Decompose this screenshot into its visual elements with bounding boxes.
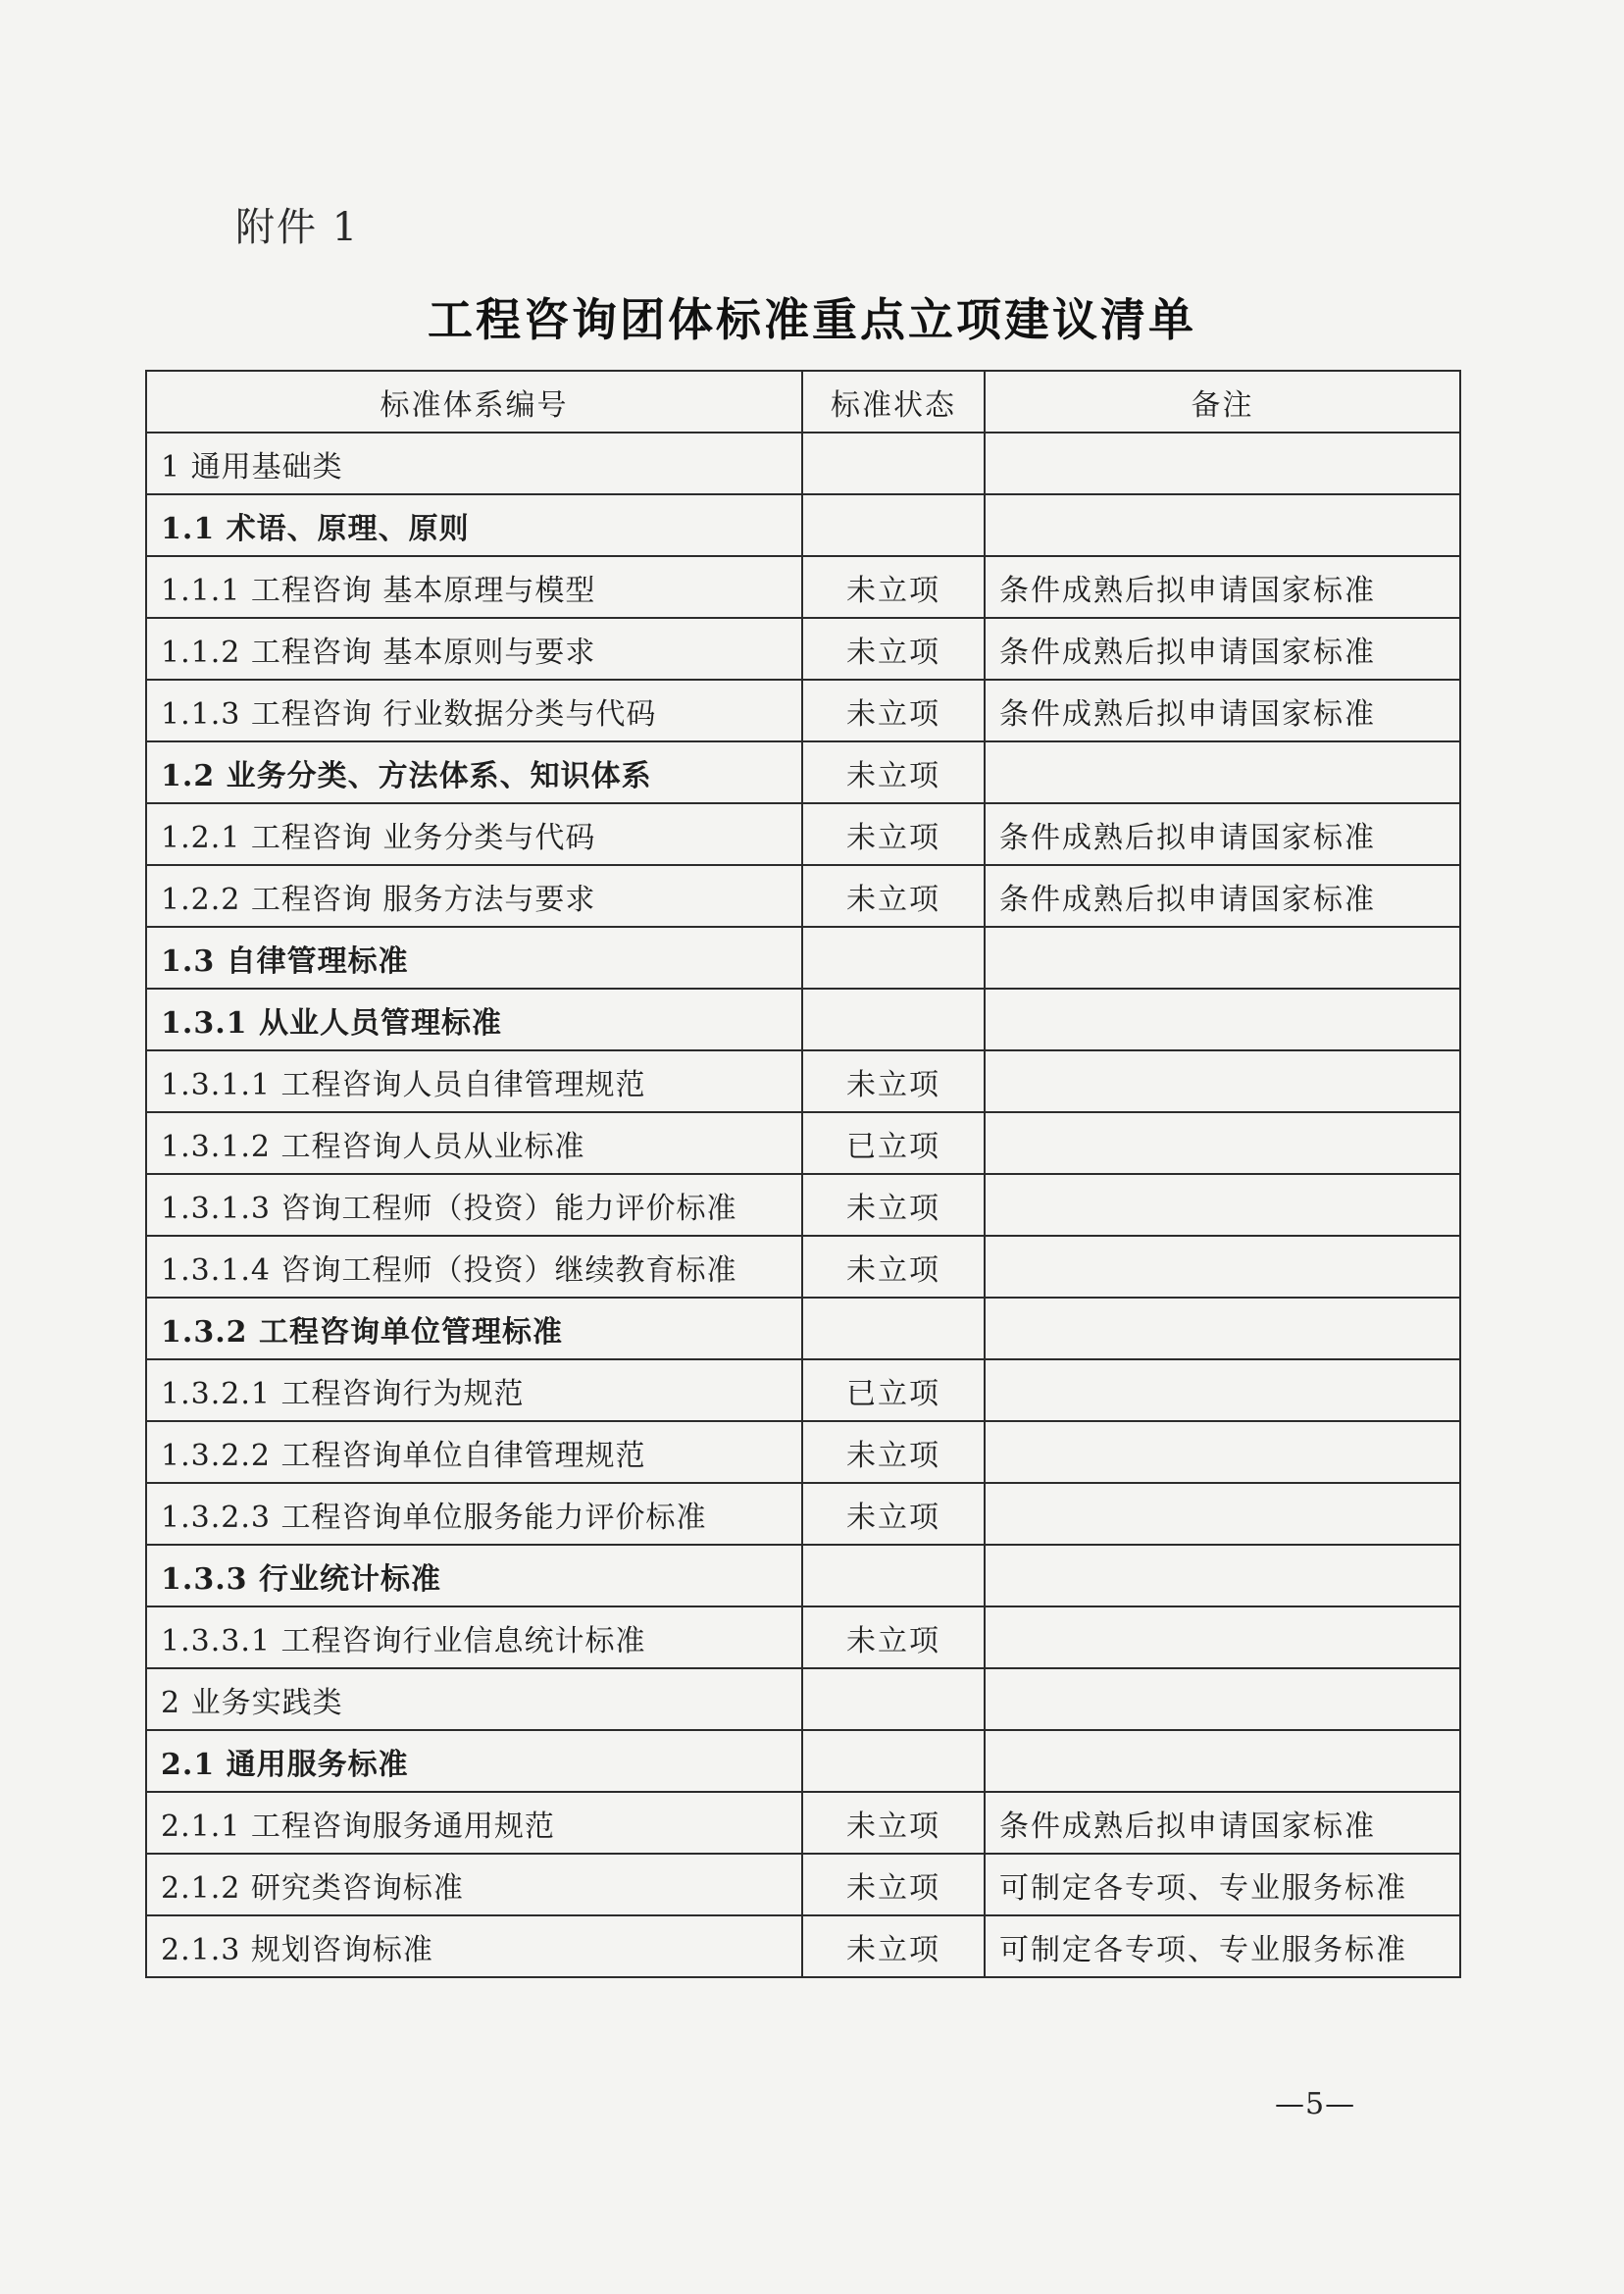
standard-note-cell <box>985 741 1460 803</box>
page-number: —5— <box>1275 2087 1356 2121</box>
table-row <box>146 1359 1460 1421</box>
standard-note-cell <box>985 927 1460 989</box>
standard-status-cell <box>802 1545 985 1606</box>
table-row <box>146 680 1460 741</box>
table-row <box>146 927 1460 989</box>
standard-code-cell: 1.3.3.1 工程咨询行业信息统计标准 <box>146 1606 802 1668</box>
attachment-label: 附件 1 <box>235 205 360 250</box>
table-row <box>146 803 1460 865</box>
table-row <box>146 1298 1460 1359</box>
standard-code-cell: 2 业务实践类 <box>146 1668 802 1730</box>
standard-code-cell: 1.3.1.1 工程咨询人员自律管理规范 <box>146 1050 802 1112</box>
standard-note-cell: 条件成熟后拟申请国家标准 <box>985 1792 1460 1854</box>
table-row <box>146 1854 1460 1915</box>
standard-note-cell <box>985 989 1460 1050</box>
table-row <box>146 1483 1460 1545</box>
standard-code-cell: 2.1.2 研究类咨询标准 <box>146 1854 802 1915</box>
document-title: 工程咨询团体标准重点立项建议清单 <box>428 293 1196 346</box>
standard-code-cell: 1.3.1 从业人员管理标准 <box>146 989 802 1050</box>
standard-note-cell <box>985 1174 1460 1236</box>
standard-status-cell: 未立项 <box>802 1236 985 1298</box>
table-row <box>146 618 1460 680</box>
standard-note-cell: 条件成熟后拟申请国家标准 <box>985 618 1460 680</box>
standard-code-cell: 2.1.1 工程咨询服务通用规范 <box>146 1792 802 1854</box>
table-row <box>146 1668 1460 1730</box>
table-row <box>146 1236 1460 1298</box>
standard-status-cell: 未立项 <box>802 680 985 741</box>
table-row <box>146 1606 1460 1668</box>
column-header-status: 标准状态 <box>802 371 985 433</box>
standard-status-cell: 未立项 <box>802 1421 985 1483</box>
standard-status-cell: 未立项 <box>802 1606 985 1668</box>
standard-note-cell <box>985 1421 1460 1483</box>
standard-note-cell <box>985 1730 1460 1792</box>
standard-status-cell <box>802 433 985 494</box>
standard-code-cell: 1.3.2.2 工程咨询单位自律管理规范 <box>146 1421 802 1483</box>
standard-code-cell: 1.3.1.4 咨询工程师（投资）继续教育标准 <box>146 1236 802 1298</box>
standard-code-cell: 1.3.1.3 咨询工程师（投资）能力评价标准 <box>146 1174 802 1236</box>
standard-code-cell: 1.1.3 工程咨询 行业数据分类与代码 <box>146 680 802 741</box>
standard-code-cell: 1.1.1 工程咨询 基本原理与模型 <box>146 556 802 618</box>
standard-status-cell: 未立项 <box>802 1174 985 1236</box>
standard-code-cell: 1.3.2.3 工程咨询单位服务能力评价标准 <box>146 1483 802 1545</box>
table-row <box>146 556 1460 618</box>
table-row <box>146 1792 1460 1854</box>
standard-note-cell <box>985 1298 1460 1359</box>
table-row <box>146 494 1460 556</box>
standards-table <box>145 370 1461 1978</box>
standard-status-cell: 未立项 <box>802 1050 985 1112</box>
standard-status-cell: 未立项 <box>802 803 985 865</box>
standard-status-cell: 未立项 <box>802 1792 985 1854</box>
standard-note-cell: 可制定各专项、专业服务标准 <box>985 1854 1460 1915</box>
standard-note-cell <box>985 1606 1460 1668</box>
standard-note-cell: 条件成熟后拟申请国家标准 <box>985 865 1460 927</box>
standard-note-cell: 条件成熟后拟申请国家标准 <box>985 803 1460 865</box>
standard-status-cell <box>802 1730 985 1792</box>
standard-status-cell <box>802 494 985 556</box>
standard-code-cell: 1.3.3 行业统计标准 <box>146 1545 802 1606</box>
standard-status-cell: 未立项 <box>802 1854 985 1915</box>
standard-note-cell <box>985 1236 1460 1298</box>
standard-note-cell <box>985 1668 1460 1730</box>
standard-note-cell <box>985 1359 1460 1421</box>
standard-note-cell <box>985 1050 1460 1112</box>
standard-code-cell: 1 通用基础类 <box>146 433 802 494</box>
standard-code-cell: 1.1.2 工程咨询 基本原则与要求 <box>146 618 802 680</box>
standard-status-cell: 未立项 <box>802 556 985 618</box>
standard-code-cell: 1.3.1.2 工程咨询人员从业标准 <box>146 1112 802 1174</box>
standard-code-cell: 2.1 通用服务标准 <box>146 1730 802 1792</box>
standard-status-cell <box>802 1298 985 1359</box>
table-row <box>146 989 1460 1050</box>
standard-code-cell: 1.3 自律管理标准 <box>146 927 802 989</box>
table-row <box>146 741 1460 803</box>
standard-note-cell: 可制定各专项、专业服务标准 <box>985 1915 1460 1977</box>
table-body <box>146 433 1460 1977</box>
table-row <box>146 1174 1460 1236</box>
standard-code-cell: 1.2.2 工程咨询 服务方法与要求 <box>146 865 802 927</box>
standard-code-cell: 1.3.2.1 工程咨询行为规范 <box>146 1359 802 1421</box>
table-row <box>146 1112 1460 1174</box>
standard-status-cell: 未立项 <box>802 1483 985 1545</box>
table-header-row <box>146 371 1460 433</box>
standard-note-cell: 条件成熟后拟申请国家标准 <box>985 556 1460 618</box>
table-row <box>146 1421 1460 1483</box>
standard-status-cell <box>802 989 985 1050</box>
table-row <box>146 433 1460 494</box>
standard-code-cell: 1.2 业务分类、方法体系、知识体系 <box>146 741 802 803</box>
standard-status-cell: 未立项 <box>802 865 985 927</box>
table-row <box>146 1050 1460 1112</box>
standard-code-cell: 2.1.3 规划咨询标准 <box>146 1915 802 1977</box>
column-header-code: 标准体系编号 <box>146 371 802 433</box>
column-header-note: 备注 <box>985 371 1460 433</box>
standard-note-cell <box>985 494 1460 556</box>
table-row <box>146 1545 1460 1606</box>
standard-status-cell <box>802 1668 985 1730</box>
standard-code-cell: 1.3.2 工程咨询单位管理标准 <box>146 1298 802 1359</box>
standard-note-cell <box>985 433 1460 494</box>
standard-status-cell: 已立项 <box>802 1112 985 1174</box>
standard-status-cell: 已立项 <box>802 1359 985 1421</box>
table-row <box>146 1730 1460 1792</box>
table-row <box>146 865 1460 927</box>
standard-status-cell: 未立项 <box>802 618 985 680</box>
standard-status-cell <box>802 927 985 989</box>
standard-code-cell: 1.1 术语、原理、原则 <box>146 494 802 556</box>
standard-note-cell <box>985 1483 1460 1545</box>
standard-note-cell <box>985 1112 1460 1174</box>
standard-code-cell: 1.2.1 工程咨询 业务分类与代码 <box>146 803 802 865</box>
standard-note-cell <box>985 1545 1460 1606</box>
standard-status-cell: 未立项 <box>802 741 985 803</box>
standard-status-cell: 未立项 <box>802 1915 985 1977</box>
table-row <box>146 1915 1460 1977</box>
standard-note-cell: 条件成熟后拟申请国家标准 <box>985 680 1460 741</box>
